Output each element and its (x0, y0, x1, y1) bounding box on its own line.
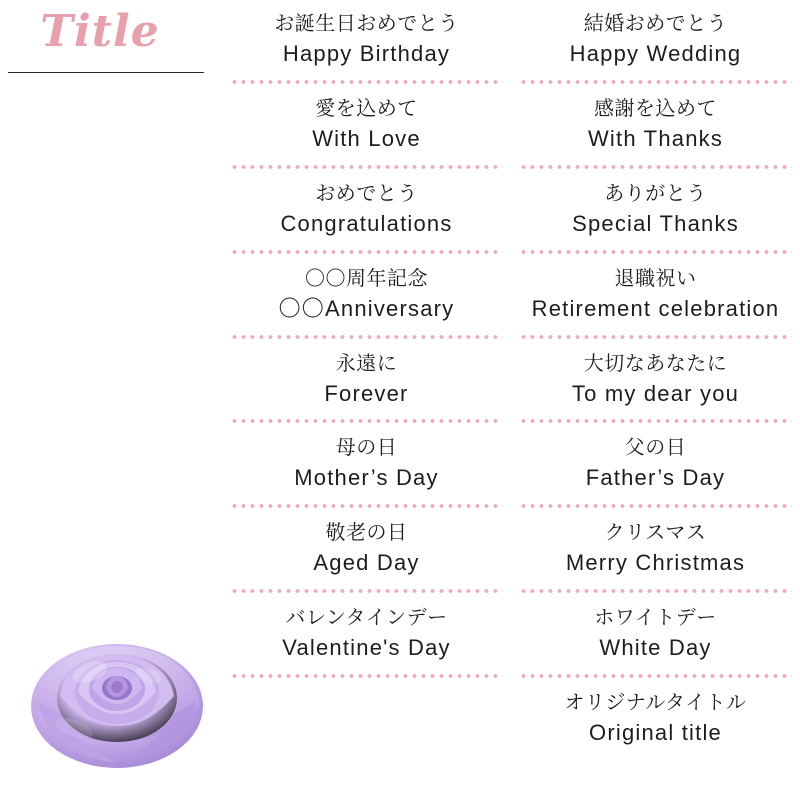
list-item (517, 424, 794, 502)
left-text-column (222, 0, 511, 800)
right-text-column (511, 0, 800, 800)
entry-en: Happy Wedding (569, 41, 742, 66)
dotted-divider (230, 589, 503, 593)
entry-jp: 結婚おめでとう (583, 11, 728, 35)
dotted-divider (230, 250, 503, 254)
list-item (228, 340, 505, 418)
dotted-divider (230, 335, 503, 339)
entry-jp: オリジナルタイトル (564, 690, 747, 715)
entry-jp: クリスマス (604, 520, 707, 545)
entry-en: With Thanks (587, 125, 724, 151)
entry-en: Happy Birthday (282, 41, 451, 66)
dotted-divider (230, 674, 503, 678)
list-item (228, 424, 505, 502)
dotted-divider (519, 589, 792, 593)
entry-jp: 感謝を込めて (594, 95, 717, 120)
entry-en: With Love (312, 125, 421, 151)
page-title-block (0, 8, 200, 56)
dotted-divider (230, 165, 503, 169)
entry-jp: お誕生日おめでとう (274, 11, 459, 35)
list-item (228, 0, 505, 78)
dotted-divider (519, 335, 792, 339)
dotted-divider (230, 504, 503, 508)
list-item (228, 85, 505, 163)
dotted-divider (519, 165, 792, 169)
list-item (228, 255, 505, 333)
list-item (517, 509, 794, 587)
dotted-divider (519, 250, 792, 254)
list-item (517, 340, 794, 418)
dotted-divider (519, 674, 792, 678)
list-item (517, 0, 794, 78)
entry-jp: 永遠に (335, 350, 398, 375)
entry-jp: バレンタインデー (285, 605, 448, 630)
entry-jp: 敬老の日 (325, 520, 408, 545)
entry-jp: ホワイトデー (594, 605, 717, 630)
list-item (228, 509, 505, 587)
dotted-divider (519, 504, 792, 508)
entry-en: Valentine's Day (282, 635, 451, 661)
dotted-divider (519, 419, 792, 423)
list-item (228, 594, 505, 672)
entry-jp: 〇〇周年記念 (305, 265, 428, 290)
entry-en: Mother’s Day (294, 465, 439, 491)
entry-en: To my dear you (571, 380, 740, 406)
list-item (517, 594, 794, 672)
entry-en: Retirement celebration (531, 295, 780, 321)
dotted-divider (230, 80, 503, 84)
dotted-divider (230, 419, 503, 423)
entry-jp: 退職祝い (614, 265, 697, 290)
entry-en: Special Thanks (572, 210, 739, 236)
list-item (517, 170, 794, 248)
entry-en: Aged Day (313, 550, 420, 576)
entry-en: 〇〇Anniversary (278, 295, 455, 321)
page-title: Title (40, 6, 160, 57)
entry-jp: おめでとう (315, 180, 418, 205)
title-underline-rule (8, 72, 204, 73)
entry-jp: 母の日 (335, 435, 398, 460)
purple-rose-icon (28, 610, 206, 780)
entry-en: Original title (589, 720, 722, 746)
entry-jp: 大切なあなたに (583, 350, 728, 375)
entry-en: Forever (324, 380, 409, 406)
list-item (517, 679, 794, 757)
entry-en: Merry Christmas (565, 550, 746, 576)
entry-en: White Day (599, 635, 712, 661)
dotted-divider (519, 80, 792, 84)
list-item (517, 255, 794, 333)
entry-jp: 愛を込めて (315, 95, 418, 120)
entry-jp: 父の日 (624, 435, 687, 460)
entry-jp: ありがとう (604, 180, 707, 205)
entry-en: Father’s Day (585, 465, 726, 491)
left-panel (0, 0, 220, 800)
entry-en: Congratulations (280, 210, 453, 236)
title-options-columns (222, 0, 800, 800)
list-item (228, 170, 505, 248)
list-item (517, 85, 794, 163)
